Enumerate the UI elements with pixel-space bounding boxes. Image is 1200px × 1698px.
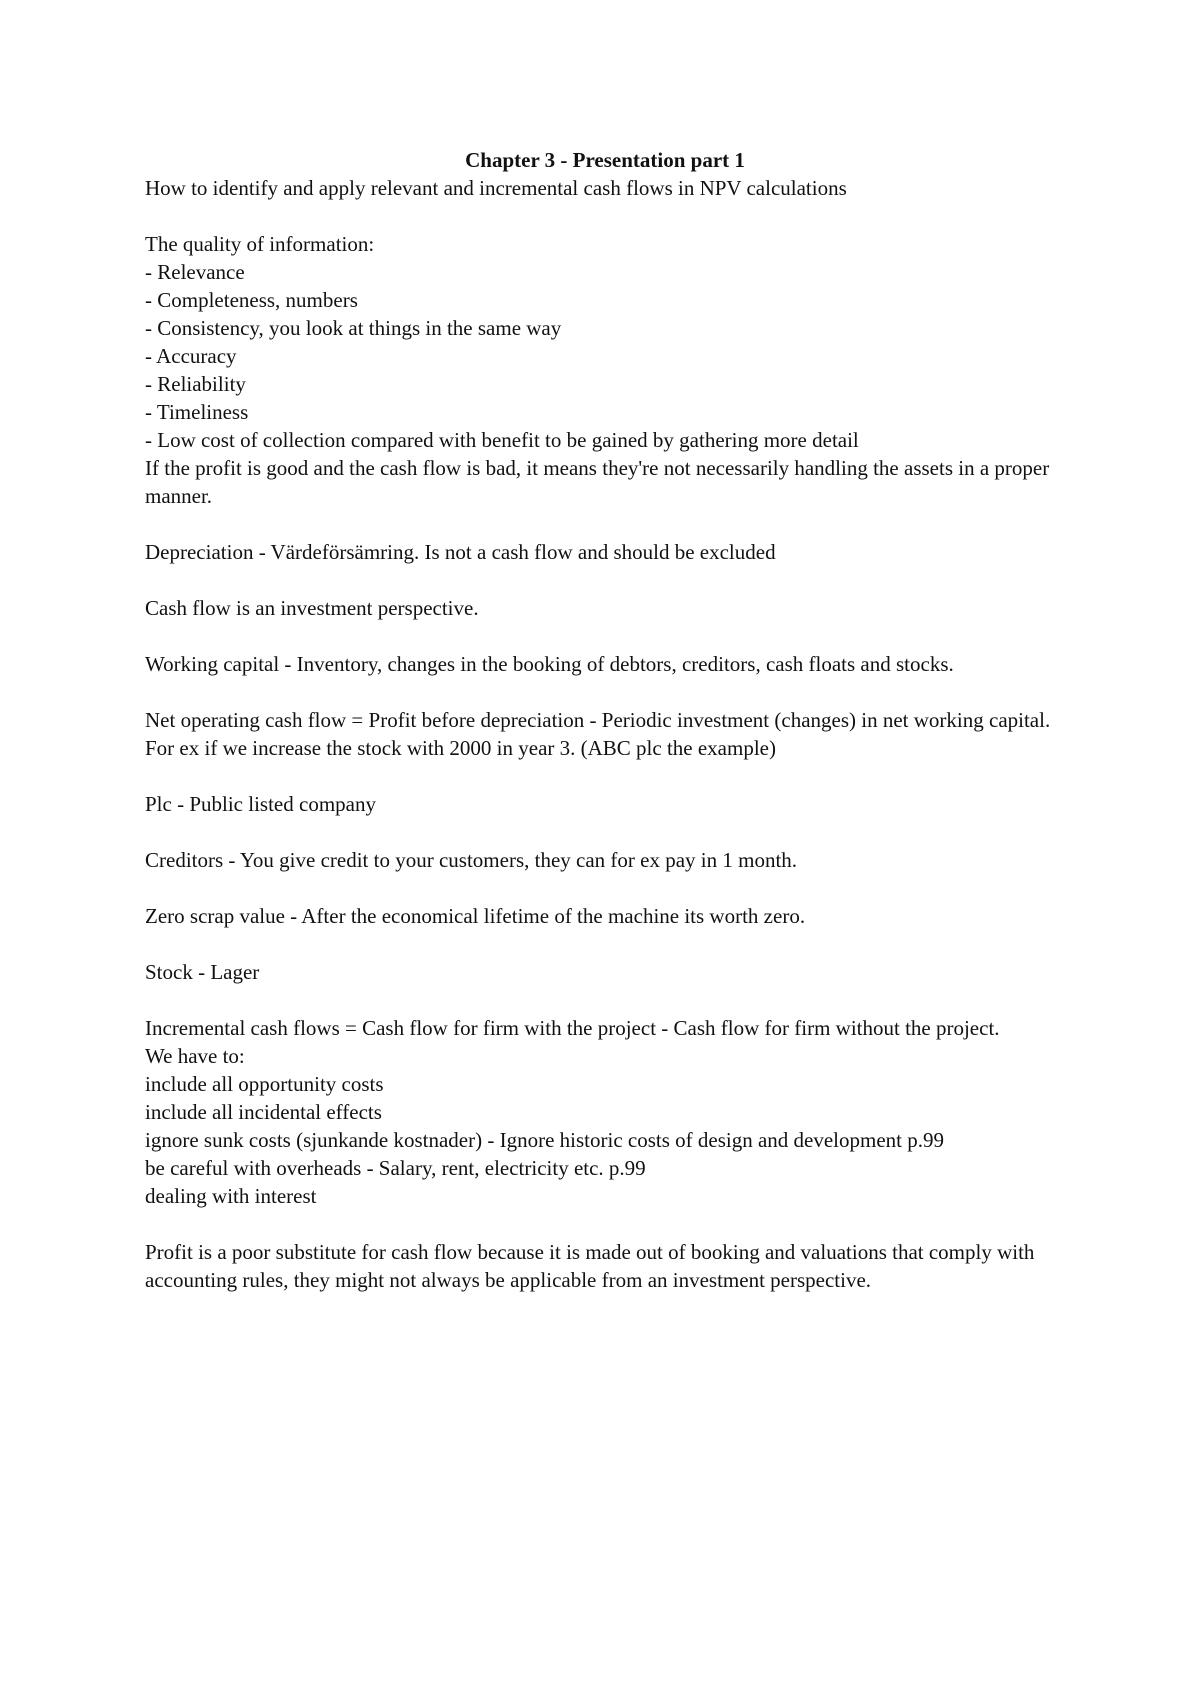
rule-item: dealing with interest <box>145 1184 317 1208</box>
quality-heading: The quality of information: <box>145 232 375 256</box>
spacer <box>145 566 1065 594</box>
page-title: Chapter 3 - Presentation part 1 <box>465 148 745 172</box>
we-have-to: We have to: <box>145 1044 245 1068</box>
spacer <box>145 622 1065 650</box>
net-operating-cash-flow-note: Net operating cash flow = Profit before depreciation - Periodic investment (changes) in net working capital. For ex if we increase the stock with 2000 in year 3. (ABC plc the example) <box>145 708 1051 760</box>
list-item: - Consistency, you look at things in the same way <box>145 316 562 340</box>
spacer <box>145 986 1065 1014</box>
stock-note: Stock - Lager <box>145 960 260 984</box>
cash-flow-perspective: Cash flow is an investment perspective. <box>145 596 479 620</box>
plc-note: Plc - Public listed company <box>145 792 376 816</box>
list-item: - Low cost of collection compared with benefit to be gained by gathering more detail <box>145 428 859 452</box>
zero-scrap-note: Zero scrap value - After the economical lifetime of the machine its worth zero. <box>145 904 806 928</box>
spacer <box>145 1210 1065 1238</box>
list-item: - Relevance <box>145 260 245 284</box>
spacer <box>145 762 1065 790</box>
list-item: - Timeliness <box>145 400 249 424</box>
rule-item: include all opportunity costs <box>145 1072 384 1096</box>
spacer <box>145 510 1065 538</box>
incremental-note: Incremental cash flows = Cash flow for firm with the project - Cash flow for firm without the project. <box>145 1016 1000 1040</box>
subtitle: How to identify and apply relevant and incremental cash flows in NPV calculations <box>145 176 847 200</box>
spacer <box>145 202 1065 230</box>
rule-item: include all incidental effects <box>145 1100 382 1124</box>
rule-item: be careful with overheads - Salary, rent, electricity etc. p.99 <box>145 1156 646 1180</box>
list-item: - Accuracy <box>145 344 237 368</box>
depreciation-note: Depreciation - Värdeförsämring. Is not a cash flow and should be excluded <box>145 540 776 564</box>
spacer <box>145 930 1065 958</box>
list-item: - Reliability <box>145 372 246 396</box>
creditors-note: Creditors - You give credit to your customers, they can for ex pay in 1 month. <box>145 848 798 872</box>
list-item: - Completeness, numbers <box>145 288 358 312</box>
profit-note: If the profit is good and the cash flow is bad, it means they're not necessarily handling the assets in a proper manner. <box>145 456 1050 508</box>
working-capital-note: Working capital - Inventory, changes in the booking of debtors, creditors, cash floats and stocks. <box>145 652 954 676</box>
spacer <box>145 874 1065 902</box>
document-body <box>145 146 1065 1294</box>
spacer <box>145 678 1065 706</box>
profit-substitute-note: Profit is a poor substitute for cash flow because it is made out of booking and valuations that comply with accounting rules, they might not always be applicable from an investment perspective. <box>145 1240 1035 1292</box>
spacer <box>145 818 1065 846</box>
rule-item: ignore sunk costs (sjunkande kostnader) - Ignore historic costs of design and development p.99 <box>145 1128 944 1152</box>
